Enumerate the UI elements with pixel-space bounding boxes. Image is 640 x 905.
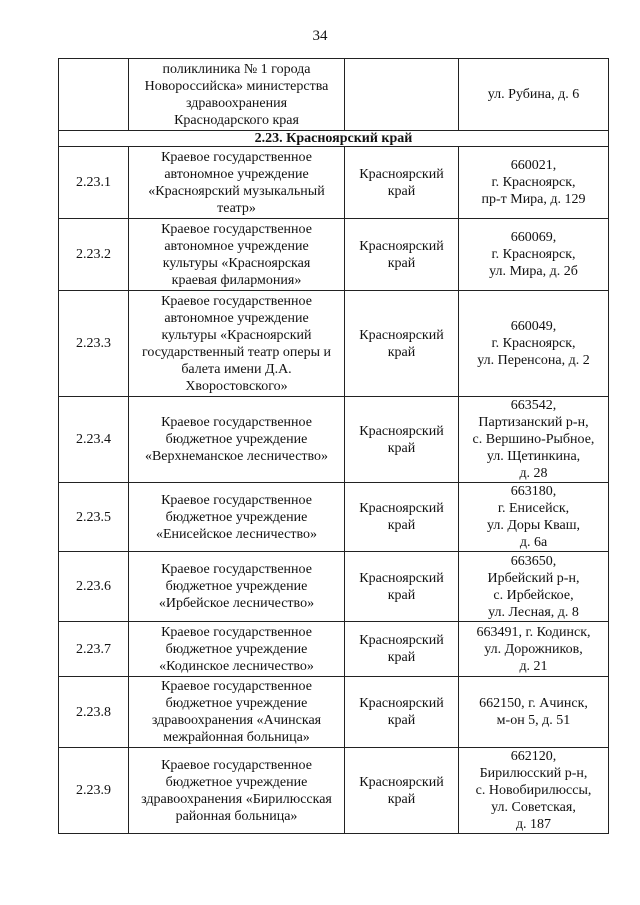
region-cell <box>345 622 459 677</box>
address-cell <box>459 622 609 677</box>
text-line: Красноярский <box>359 166 444 182</box>
text-line: ул. Доры Кваш, <box>486 518 581 533</box>
region-cell <box>345 219 459 291</box>
text-line: край <box>387 713 416 728</box>
text-line: Краевое государственное <box>161 679 312 694</box>
text-line: край <box>387 183 416 199</box>
row-number-cell: 2.23.4 <box>59 397 129 483</box>
section-header-row <box>59 131 609 147</box>
address-cell <box>459 483 609 552</box>
text-line: бюджетное учреждение <box>165 641 308 657</box>
address-cell <box>459 677 609 748</box>
text-line: театр» <box>217 200 256 216</box>
text-line: Краевое государственное <box>161 149 312 165</box>
region-cell <box>345 552 459 622</box>
text-line: Краевое государственное <box>161 492 312 508</box>
text-line: государственный театр оперы и <box>142 344 331 360</box>
text-line: Красноярский <box>359 570 444 586</box>
institution-name-cell <box>129 677 345 748</box>
table-row <box>59 147 609 219</box>
text-line: ул. Лесная, д. 8 <box>488 604 579 620</box>
text-line: «Красноярский музыкальный <box>148 183 325 199</box>
text-line: бюджетное учреждение <box>165 509 308 525</box>
text-line: 660021, <box>510 158 557 173</box>
text-line: краевая филармония» <box>171 272 302 288</box>
text-line: край <box>387 344 416 360</box>
text-line: «Енисейское лесничество» <box>155 526 317 542</box>
region-cell <box>345 147 459 219</box>
text-line: Красноярский <box>359 633 444 648</box>
table-row <box>59 219 609 291</box>
text-line: «Верхнеманское лесничество» <box>144 449 329 464</box>
table-row <box>59 622 609 677</box>
table-body <box>59 59 609 834</box>
text-line: 663180, <box>510 484 557 499</box>
text-line: Партизанский р-н, <box>478 415 589 430</box>
address-cell <box>459 291 609 397</box>
text-line: пр-т Мира, д. 129 <box>481 192 586 207</box>
text-line: край <box>387 650 416 665</box>
row-number-cell: 2.23.9 <box>59 748 129 834</box>
row-number-cell: 2.23.2 <box>59 219 129 291</box>
text-line: Красноярский <box>359 423 444 439</box>
row-number-cell: 2.23.8 <box>59 677 129 748</box>
row-number-cell: 2.23.6 <box>59 552 129 622</box>
text-line: 663491, г. Кодинск, <box>476 624 591 640</box>
row-number-cell: 2.23.7 <box>59 622 129 677</box>
text-line: поликлиника № 1 города <box>162 61 311 77</box>
text-line: Краевое государственное <box>161 757 312 773</box>
text-line: Бирилюсский р-н, <box>479 766 588 781</box>
institution-name-cell <box>129 552 345 622</box>
text-line: Красноярский <box>359 327 444 343</box>
text-line: г. Красноярск, <box>491 247 576 262</box>
row-number-cell: 2.23.5 <box>59 483 129 552</box>
institution-name-cell <box>129 291 345 397</box>
text-line: Краснодарского края <box>174 112 299 128</box>
text-line: Краевое государственное <box>161 624 312 640</box>
institution-name-cell <box>129 219 345 291</box>
institution-name-cell <box>129 748 345 834</box>
text-line: автономное учреждение <box>164 238 309 254</box>
text-line: автономное учреждение <box>164 310 309 326</box>
text-line: край <box>387 518 416 533</box>
address-cell <box>459 552 609 622</box>
text-line: д. 28 <box>519 466 548 481</box>
section-title: 2.23. Красноярский край <box>59 131 609 147</box>
text-line: д. 6а <box>519 535 548 550</box>
region-cell <box>345 291 459 397</box>
text-line: Красноярский <box>359 696 444 711</box>
text-line: бюджетное учреждение <box>165 774 308 790</box>
institution-name-cell <box>129 397 345 483</box>
text-line: г. Красноярск, <box>491 336 576 351</box>
address-cell <box>459 397 609 483</box>
text-line: д. 187 <box>515 817 552 832</box>
address-cell <box>459 748 609 834</box>
text-line: с. Вершино-Рыбное, <box>472 432 595 447</box>
region-cell <box>345 483 459 552</box>
text-line: здравоохранения «Бирилюсская <box>141 791 332 807</box>
table-row <box>59 677 609 748</box>
text-line: 663542, <box>510 398 557 413</box>
text-line: с. Ирбейское, <box>493 587 574 603</box>
table-row <box>59 483 609 552</box>
table-row <box>59 748 609 834</box>
text-line: ул. Советская, <box>491 800 576 815</box>
text-line: 662120, <box>510 749 557 764</box>
text-line: Ирбейский р-н, <box>487 570 580 586</box>
text-line: Красноярский <box>359 774 444 790</box>
text-line: здравоохранения «Ачинская <box>151 713 322 728</box>
text-line: 660069, <box>510 230 557 245</box>
table-row <box>59 552 609 622</box>
institution-name-cell <box>129 59 345 131</box>
text-line: Красноярский <box>359 238 444 254</box>
region-cell <box>345 677 459 748</box>
text-line: Краевое государственное <box>161 562 312 577</box>
text-line: бюджетное учреждение <box>165 696 308 711</box>
institution-name-cell <box>129 622 345 677</box>
institutions-table <box>58 58 609 834</box>
table-row-continued <box>59 59 609 131</box>
text-line: ул. Перенсона, д. 2 <box>477 353 590 368</box>
text-line: д. 21 <box>519 658 548 674</box>
text-line: г. Енисейск, <box>497 501 570 516</box>
text-line: бюджетное учреждение <box>165 579 308 594</box>
text-line: районная больница» <box>175 808 298 824</box>
address-cell <box>459 219 609 291</box>
address-cell <box>459 147 609 219</box>
text-line: ул. Рубина, д. 6 <box>487 87 580 102</box>
text-line: 662150, г. Ачинск, <box>479 696 588 711</box>
text-line: межрайонная больница» <box>163 730 310 745</box>
text-line: культуры «Красноярская <box>162 255 311 271</box>
text-line: автономное учреждение <box>164 166 309 182</box>
text-line: Краевое государственное <box>161 293 312 309</box>
text-line: Хворостовского» <box>185 378 288 394</box>
text-line: край <box>387 791 416 807</box>
text-line: бюджетное учреждение <box>165 432 308 447</box>
region-cell <box>345 748 459 834</box>
text-line: Краевое государственное <box>161 221 312 237</box>
text-line: г. Красноярск, <box>491 175 576 190</box>
page-number: 34 <box>312 28 328 44</box>
text-line: здравоохранения <box>185 95 288 111</box>
text-line: край <box>387 587 416 603</box>
text-line: край <box>387 255 416 271</box>
text-line: Краевое государственное <box>161 415 312 430</box>
institution-name-cell <box>129 147 345 219</box>
text-line: ул. Мира, д. 2б <box>489 264 578 279</box>
table-row <box>59 397 609 483</box>
text-line: 663650, <box>510 553 557 569</box>
region-cell <box>345 59 459 131</box>
table-row <box>59 291 609 397</box>
text-line: балета имени Д.А. <box>181 361 292 377</box>
region-cell <box>345 397 459 483</box>
text-line: ул. Дорожников, <box>484 641 583 657</box>
text-line: Красноярский <box>359 501 444 516</box>
text-line: край <box>387 440 416 456</box>
text-line: Новороссийска» министерства <box>144 78 329 94</box>
text-line: ул. Щетинкина, <box>486 449 581 464</box>
text-line: с. Новобирилюссы, <box>475 783 592 798</box>
text-line: м-он 5, д. 51 <box>496 713 571 728</box>
text-line: «Ирбейское лесничество» <box>158 596 315 611</box>
institution-name-cell <box>129 483 345 552</box>
row-number-cell: 2.23.3 <box>59 291 129 397</box>
text-line: «Кодинское лесничество» <box>159 658 314 674</box>
row-number-cell <box>59 59 129 131</box>
address-cell <box>459 59 609 131</box>
text-line: культуры «Красноярский <box>161 327 312 343</box>
text-line: 660049, <box>510 319 557 334</box>
row-number-cell: 2.23.1 <box>59 147 129 219</box>
